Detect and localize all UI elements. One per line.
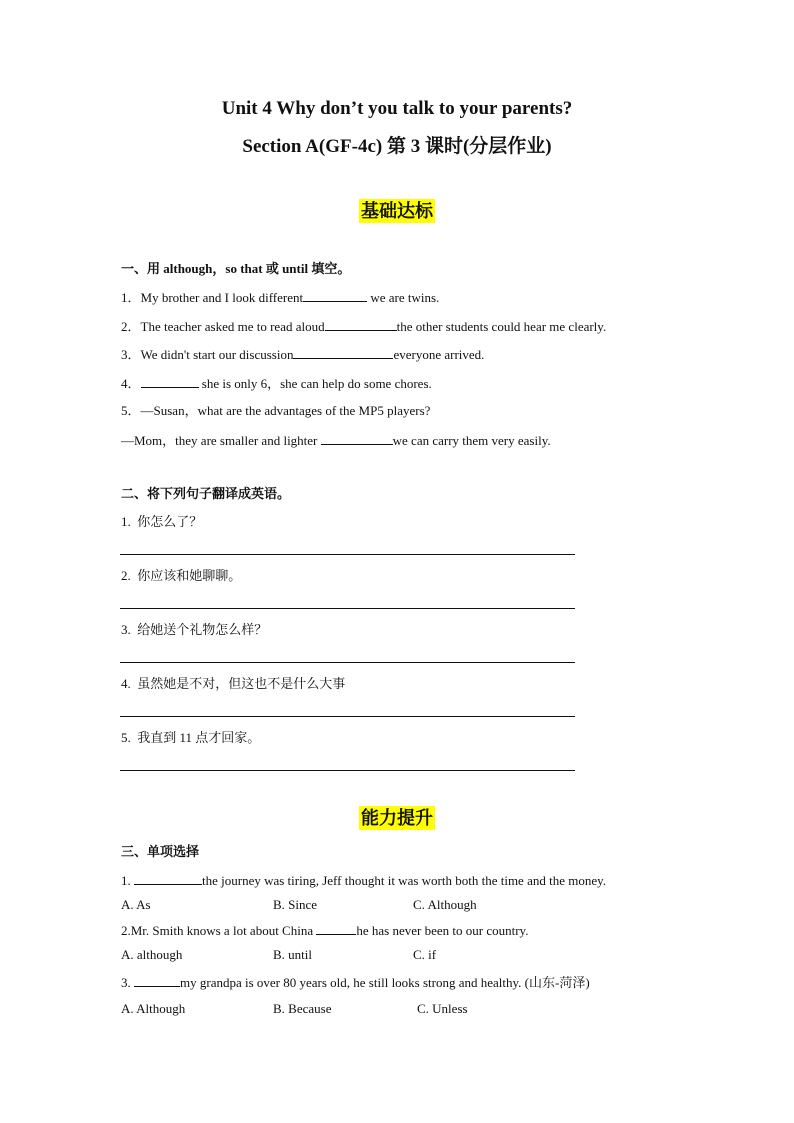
q-number: 1.: [121, 873, 134, 888]
item-text: 虽然她是不对，但这也不是什么大事: [137, 676, 346, 691]
option-a[interactable]: A. although: [121, 947, 183, 962]
option-b[interactable]: B. Because: [273, 1001, 332, 1016]
part1-q5: [121, 402, 430, 420]
q-text: my grandpa is over 80 years old, he still looks strong and healthy. (山东-菏泽): [180, 975, 590, 990]
band-advanced: 能力提升: [361, 808, 433, 828]
q-text: the journey was tiring, Jeff thought it was worth both the time and the money.: [202, 873, 607, 888]
q-text: she is only 6，she can help do some chores.: [198, 376, 432, 391]
part2-item-2: [121, 567, 241, 585]
answer-line[interactable]: [120, 716, 575, 717]
part1-q3: [121, 345, 484, 364]
part2-heading: 二、将下列句子翻译成英语。: [121, 486, 291, 501]
option-c[interactable]: C. if: [413, 947, 437, 962]
option-c[interactable]: C. Although: [413, 897, 477, 912]
part2-item-1: [121, 513, 202, 531]
q-number: 3．: [121, 347, 141, 362]
page-subtitle: Section A(GF-4c) 第 3 课时(分层作业): [242, 136, 552, 157]
q-number: 1．: [121, 290, 141, 305]
part2-item-4: [121, 675, 345, 693]
band-advanced-wrap: [0, 806, 794, 830]
answer-blank[interactable]: [141, 374, 199, 388]
answer-line[interactable]: [120, 770, 575, 771]
answer-blank[interactable]: [303, 288, 367, 302]
answer-blank[interactable]: [134, 973, 180, 987]
q-text: the other students could hear me clearly.: [396, 319, 607, 334]
q-number: 4．: [121, 376, 141, 391]
item-number: 3.: [121, 622, 131, 637]
q-number: 2．: [121, 319, 141, 334]
part3-heading: 三、单项选择: [121, 844, 200, 859]
part3-q2: [121, 921, 528, 940]
option-a[interactable]: A. Although: [121, 1001, 186, 1016]
part1-q1: [121, 288, 439, 307]
option-c[interactable]: C. Unless: [417, 1001, 468, 1016]
q-number: 5．: [121, 403, 141, 418]
band-basic-wrap: [0, 199, 794, 223]
part1-q2: [121, 317, 606, 336]
item-text: 给她送个礼物怎么样？: [137, 622, 268, 637]
part2-item-5: [121, 729, 260, 747]
option-a[interactable]: A. As: [121, 897, 151, 912]
q-text: We didn't start our discussion: [140, 347, 294, 362]
item-text: 我直到 11 点才回家。: [137, 730, 261, 745]
answer-blank[interactable]: [293, 345, 393, 359]
item-number: 5.: [121, 730, 131, 745]
q-text: My brother and I look different: [140, 290, 304, 305]
q-text: we can carry them very easily.: [392, 433, 551, 448]
item-text: 你怎么了？: [137, 514, 203, 529]
answer-line[interactable]: [120, 554, 575, 555]
item-text: 你应该和她聊聊。: [137, 568, 242, 583]
part1-heading: 一、用 although，so that 或 until 填空。: [121, 261, 351, 276]
q-text: we are twins.: [367, 290, 440, 305]
q-text: —Susan，what are the advantages of the MP5 players?: [140, 403, 431, 418]
item-number: 2.: [121, 568, 131, 583]
item-number: 4.: [121, 676, 131, 691]
answer-blank[interactable]: [325, 317, 397, 331]
answer-blank[interactable]: [134, 871, 202, 885]
part1-q4: [121, 374, 432, 393]
option-b[interactable]: B. Since: [273, 897, 318, 912]
part2-item-3: [121, 621, 267, 639]
q-text: —Mom，they are smaller and lighter: [121, 433, 321, 448]
q-text: 2.Mr. Smith knows a lot about China: [121, 923, 317, 938]
q-text: everyone arrived.: [393, 347, 485, 362]
answer-line[interactable]: [120, 662, 575, 663]
part3-q3: [121, 973, 590, 992]
option-b[interactable]: B. until: [273, 947, 313, 962]
answer-blank[interactable]: [316, 921, 356, 935]
q-number: 3.: [121, 975, 134, 990]
q-text: The teacher asked me to read aloud: [140, 319, 325, 334]
q-text: he has never been to our country.: [356, 923, 529, 938]
band-basic: 基础达标: [361, 201, 433, 221]
part1-q5-reply: [121, 431, 551, 450]
page-title: Unit 4 Why don’t you talk to your parents?: [221, 98, 573, 119]
item-number: 1.: [121, 514, 131, 529]
answer-line[interactable]: [120, 608, 575, 609]
part3-q1: [121, 871, 606, 890]
answer-blank[interactable]: [321, 431, 393, 445]
